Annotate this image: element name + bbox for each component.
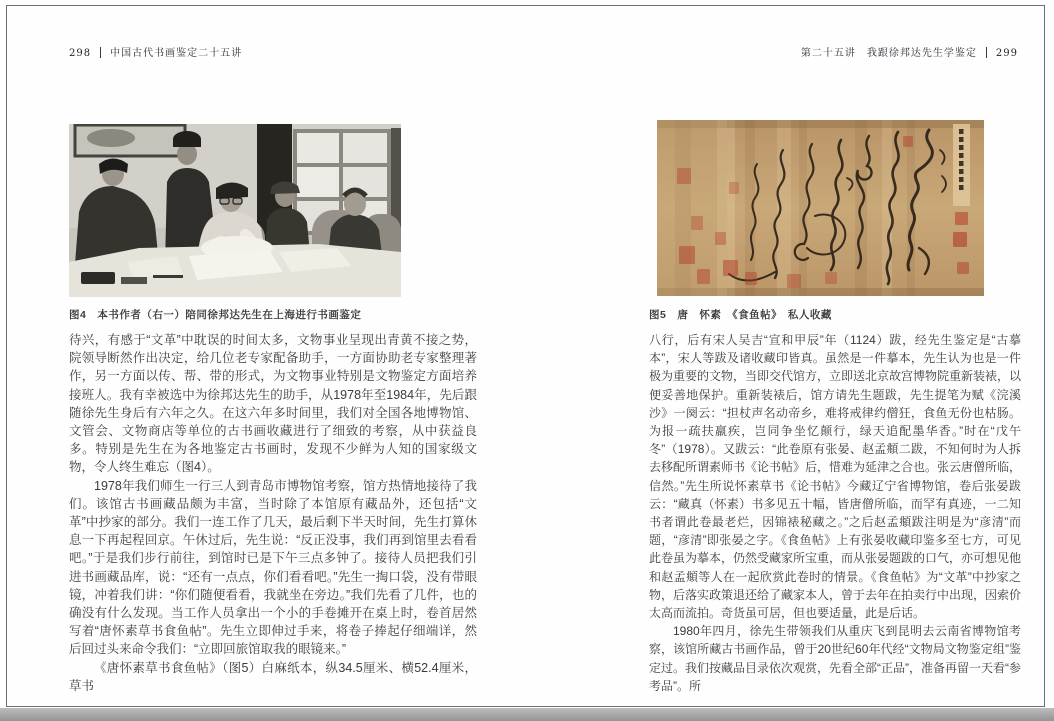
right-body-text (649, 331, 1021, 695)
right-paragraph-2: 1980年四月，徐先生带领我们从重庆飞到昆明去云南省博物馆考察，该馆所藏古书画作品，曾于20世纪60年代经“文物局文物鉴定组”鉴定过。我们按藏品目录依次观赏，先看全部“正品”，准备再留一天看“参考品”。所 (649, 624, 1021, 693)
photo-xu-bangda-appraisal (69, 124, 401, 297)
book-spread-scan (6, 5, 1045, 707)
book-title: 中国古代书画鉴定二十五讲 (110, 48, 243, 59)
header-divider (100, 47, 101, 58)
right-running-head (801, 44, 1018, 59)
scan-bottom-edge (0, 708, 1054, 721)
right-page-number: 299 (995, 48, 1018, 59)
right-paragraph-1: 八行，后有宋人吴吉“宣和甲辰”年（1124）跋，经先生鉴定是“古摹本”，宋人等跋及诸收藏印皆真。虽然是一件摹本，先生认为也是一件极为重要的文物，当即交代馆方，立即送北京故宫博物院重新装裱，以便妥善地保护。重新装裱后，馆方请先生题跋，先生提笔为赋《浣溪沙》一阕云：“担杖声名动帝乡，难将戒律约僧狂，食鱼无份也枯肠。为报一疏扶羸疾，岂同争坐忆颠行，绿天追配墨华香。”时在“戊午冬”（1978）。又跋云：“此卷原有张晏、赵孟頫二跋，不知何时为人拆去移配所谓素师书《论书帖》后，惜难为延津之合也。张云唐僧所临，信然。”先生所说怀素草书《论书帖》今藏辽宁省博物馆，卷后张晏跋云：“藏真（怀素）书多见五十幅，皆唐僧所临，而罕有真迹，一二知书者谓此卷最老烂，因锦裱秘藏之。”之后赵孟頫跋注明是为“彦清”而题，“彦清”即张晏之字。《食鱼帖》上有张晏收藏印鉴多至七方，可见此卷虽为摹本，仍然受藏家所宝重，而从张晏题跋的口气，亦可想见他和赵孟頫等人在一起欣赏此卷时的情景。《食鱼帖》为“文革”中抄家之物，后落实政策退还给了藏家本人，曾于去年在拍卖行中出现，因索价太高而流拍。奇货虽可居，但也要适量，此是后话。 (649, 333, 1022, 621)
left-paragraph-2: 1978年我们师生一行三人到青岛市博物馆考察，馆方热情地接待了我们。该馆古书画藏品颇为丰富，当时除了本馆原有藏品外，还包括“文革”中抄家的部分。我们一连工作了几天，最后剩下半天时间，先生打算休息一下再起程回京。午休过后，先生说：“反正没事，我们再到馆里去看看吧。”于是我们步行前往，到馆时已是下午三点多钟了。接待人员把我们引进书画藏品库，说：“还有一点点，你们看看吧。”先生一掏口袋，没有带眼镜，冲着我们讲：“你们随便看看，我就坐在旁边。”我们先看了几件，也的确没有什么发现。当工作人员拿出一个小的手卷摊开在桌上时，卷首居然写着“唐怀素草书食鱼帖”。先生立即伸过手来，将卷子捧起仔细端详，然后回过头来命令我们：“立即回旅馆取我的眼镜来。” (69, 478, 477, 657)
figure5-caption: 图5 唐 怀素 《食鱼帖》 私人收藏 (649, 309, 832, 321)
left-paragraph-3: 《唐怀素草书食鱼帖》（图5）白麻纸本，纵34.5厘米、横52.4厘米，草书 (69, 660, 477, 693)
figure4-caption: 图4 本书作者（右一）陪同徐邦达先生在上海进行书画鉴定 (69, 309, 362, 321)
left-body-text (69, 331, 477, 695)
left-running-head (69, 44, 242, 59)
chapter-title: 第二十五讲 我跟徐邦达先生学鉴定 (800, 48, 977, 59)
left-paragraph-1: 待兴，有感于“文革”中耽误的时间太多，文物事业呈现出青黄不接之势，院领导断然作出决定，给几位老专家配备助手，一方面协助老专家整理著作，另一方面以传、帮、带的形式，为文物事业特别是文物鉴定方面培养接班人。我有幸被选中为徐邦达先生的助手，从1978年至1984年，先后跟随徐先生身后有六年之久。在这六年多时间里，我们对全国各地博物馆、文管会、文物商店等单位的古书画收藏进行了细致的考察，从中获益良多。特别是先生在为各地鉴定古书画时，发现不少鲜为人知的国家级文物，令人终生难忘（图4）。 (69, 333, 477, 475)
header-divider (986, 47, 987, 58)
left-page-number: 298 (69, 48, 92, 59)
artwork-shiyutie-scroll (657, 120, 984, 296)
